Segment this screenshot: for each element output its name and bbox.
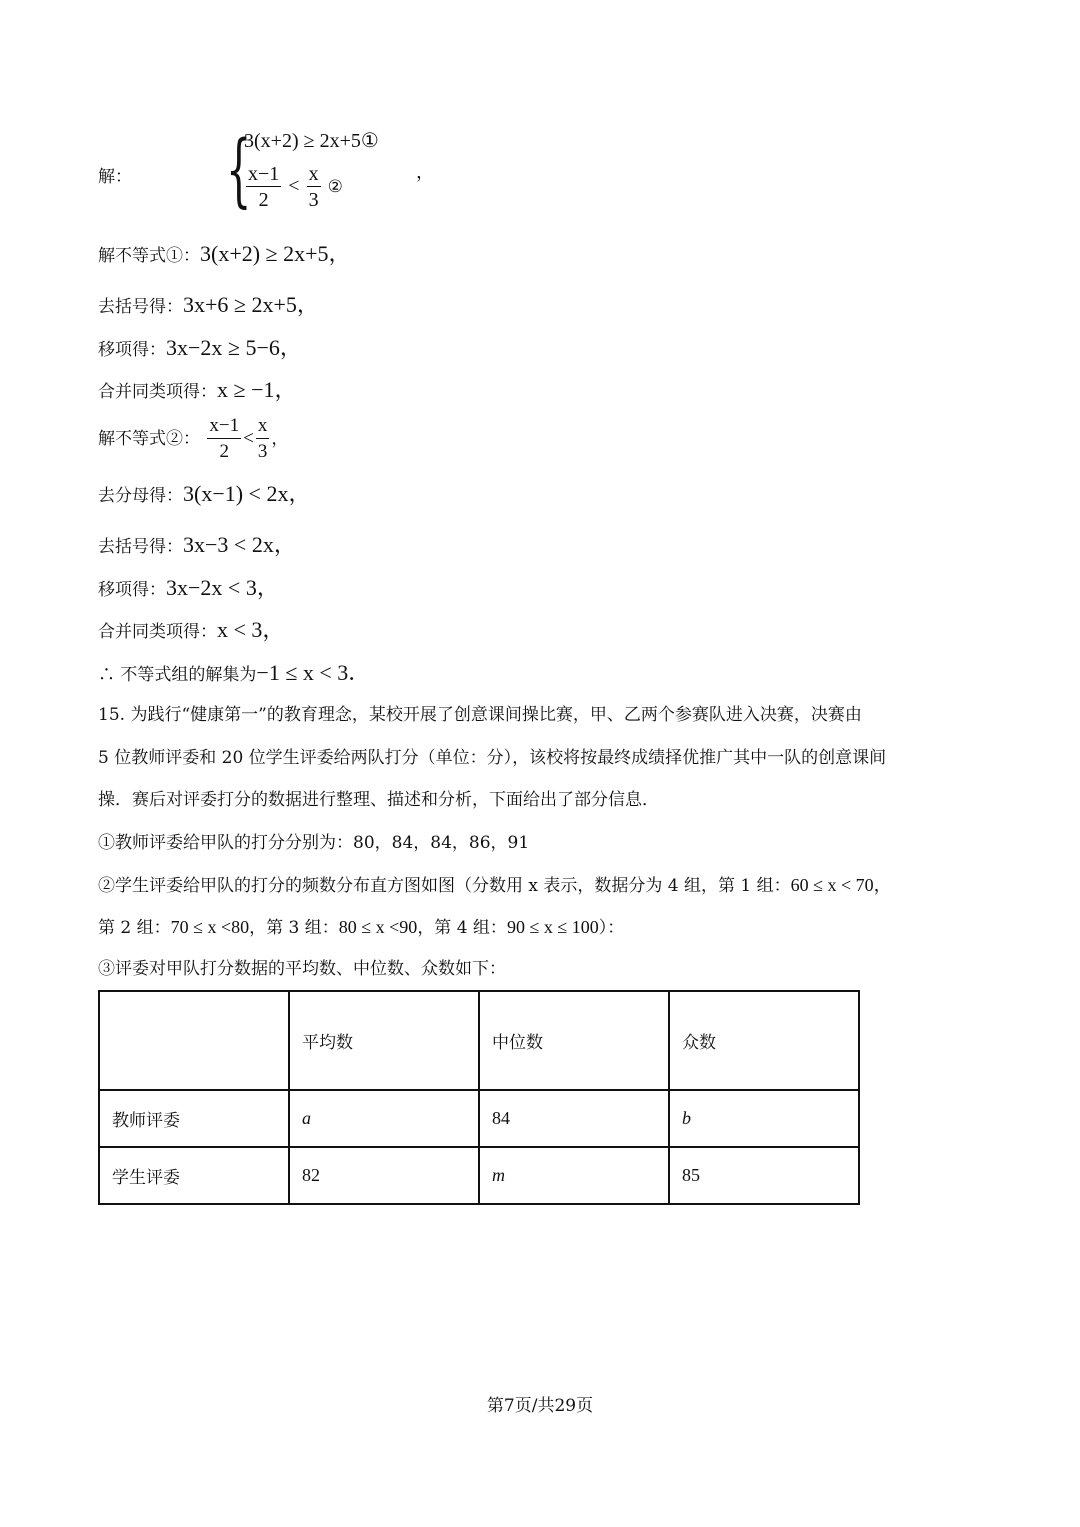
- table-cell: 学生评委: [99, 1147, 289, 1204]
- table-row: [99, 1090, 859, 1147]
- step-text: 解不等式②：: [98, 429, 200, 449]
- problem-text: 5 位教师评委和 20 位学生评委给两队打分（单位：分），该校将按最终成绩择优推广其中一队的创意课间: [98, 748, 887, 768]
- fraction: [207, 414, 241, 465]
- group-range: 80 ≤ x <90: [338, 917, 418, 937]
- table-cell: 教师评委: [99, 1090, 289, 1147]
- info-item-1: ①教师评委给甲队的打分分别为：80，84，84，86，91: [98, 833, 530, 853]
- page-footer: 第7页/共29页: [486, 1396, 594, 1416]
- table-cell: 85: [669, 1147, 859, 1204]
- step-math: 3x+6 ≥ 2x+5，: [183, 292, 319, 317]
- step-line: [98, 414, 288, 465]
- table-header-row: [99, 991, 859, 1090]
- step-math: 3x−3 < 2x，: [183, 532, 296, 557]
- info-text: ，第 4 组：: [417, 918, 507, 938]
- fraction-denominator: 2: [258, 189, 269, 211]
- step-text: 去括号得：: [98, 297, 183, 317]
- fraction-denominator: 2: [219, 441, 230, 462]
- conclusion-line: [98, 661, 370, 687]
- table-header-cell: 平均数: [289, 991, 479, 1090]
- step-text: 合并同类项得：: [98, 622, 217, 642]
- info-text: ）：: [598, 918, 625, 938]
- solution-label: 解：: [98, 167, 132, 187]
- group-range: 90 ≤ x ≤ 100: [506, 917, 599, 937]
- statistics-table: [98, 990, 860, 1205]
- step-math: 3x−2x < 3，: [166, 575, 279, 600]
- table-cell: 82: [289, 1147, 479, 1204]
- fraction: [256, 414, 270, 465]
- system-row-1: 3(x+2) ≥ 2x+5①: [244, 130, 379, 152]
- system-row-2: [244, 162, 343, 213]
- step-line: [98, 576, 279, 602]
- fraction-numerator: x−1: [207, 414, 241, 439]
- group-range: 60 ≤ x < 70，: [790, 875, 892, 895]
- step-text: 去分母得：: [98, 486, 183, 506]
- step-line: [98, 293, 319, 319]
- step-math: x < 3，: [217, 617, 285, 642]
- step-line: [98, 618, 284, 644]
- fraction-denominator: 3: [257, 441, 268, 462]
- table-cell: m: [479, 1147, 669, 1204]
- step-text: 去括号得：: [98, 537, 183, 557]
- info-text: 第 2 组：: [98, 918, 171, 938]
- step-text: 移项得：: [98, 340, 166, 360]
- table-row: [99, 1147, 859, 1204]
- circled-mark: ②: [327, 177, 343, 198]
- table-header-cell: 中位数: [479, 991, 669, 1090]
- fraction-numerator: x−1: [248, 163, 280, 185]
- step-tail: ，: [271, 429, 289, 449]
- table-cell: a: [289, 1090, 479, 1147]
- table-header-cell: 众数: [669, 991, 859, 1090]
- conclusion-math: −1 ≤ x < 3．: [256, 660, 371, 685]
- fraction-numerator: x: [256, 414, 270, 439]
- problem-text: 操．赛后对评委打分的数据进行整理、描述和分析，下面给出了部分信息．: [98, 790, 659, 810]
- info-text: ②学生评委给甲队的打分的频数分布直方图如图（分数用 x 表示，数据分为 4 组，第 1 组：: [98, 876, 791, 896]
- step-text: 解不等式①：: [98, 246, 200, 266]
- info-item-2: [98, 873, 892, 898]
- step-math: 3(x−1) < 2x，: [183, 481, 311, 506]
- group-range: 70 ≤ x <80: [170, 917, 250, 937]
- conclusion-text: ∴ 不等式组的解集为: [98, 665, 257, 685]
- fraction-denominator: 3: [308, 189, 319, 211]
- system-brace: {: [226, 123, 252, 216]
- info-item-3: ③评委对甲队打分数据的平均数、中位数、众数如下：: [98, 959, 506, 979]
- fraction: [307, 162, 321, 213]
- fraction-numerator: x: [308, 163, 319, 185]
- step-line: [98, 482, 310, 508]
- fraction: [246, 162, 281, 213]
- step-math: 3x−2x ≥ 5−6，: [166, 335, 302, 360]
- step-math: 3(x+2) ≥ 2x+5，: [200, 241, 351, 266]
- system-comma: ，: [416, 162, 434, 183]
- table-header-cell: [99, 991, 289, 1090]
- relation-sign: <: [243, 428, 254, 449]
- relation-sign: <: [288, 175, 300, 198]
- table-cell: 84: [479, 1090, 669, 1147]
- info-item-2-cont: [98, 915, 624, 940]
- info-text: ，第 3 组：: [249, 918, 339, 938]
- table-cell: b: [669, 1090, 859, 1147]
- step-text: 合并同类项得：: [98, 382, 217, 402]
- step-line: [98, 336, 302, 362]
- step-text: 移项得：: [98, 580, 166, 600]
- step-math: x ≥ −1，: [217, 377, 297, 402]
- problem-text: 15. 为践行“健康第一”的教育理念，某校开展了创意课间操比赛，甲、乙两个参赛队进入决赛，决赛由: [98, 705, 862, 725]
- step-line: [98, 533, 296, 559]
- step-line: [98, 242, 351, 268]
- step-line: [98, 378, 296, 404]
